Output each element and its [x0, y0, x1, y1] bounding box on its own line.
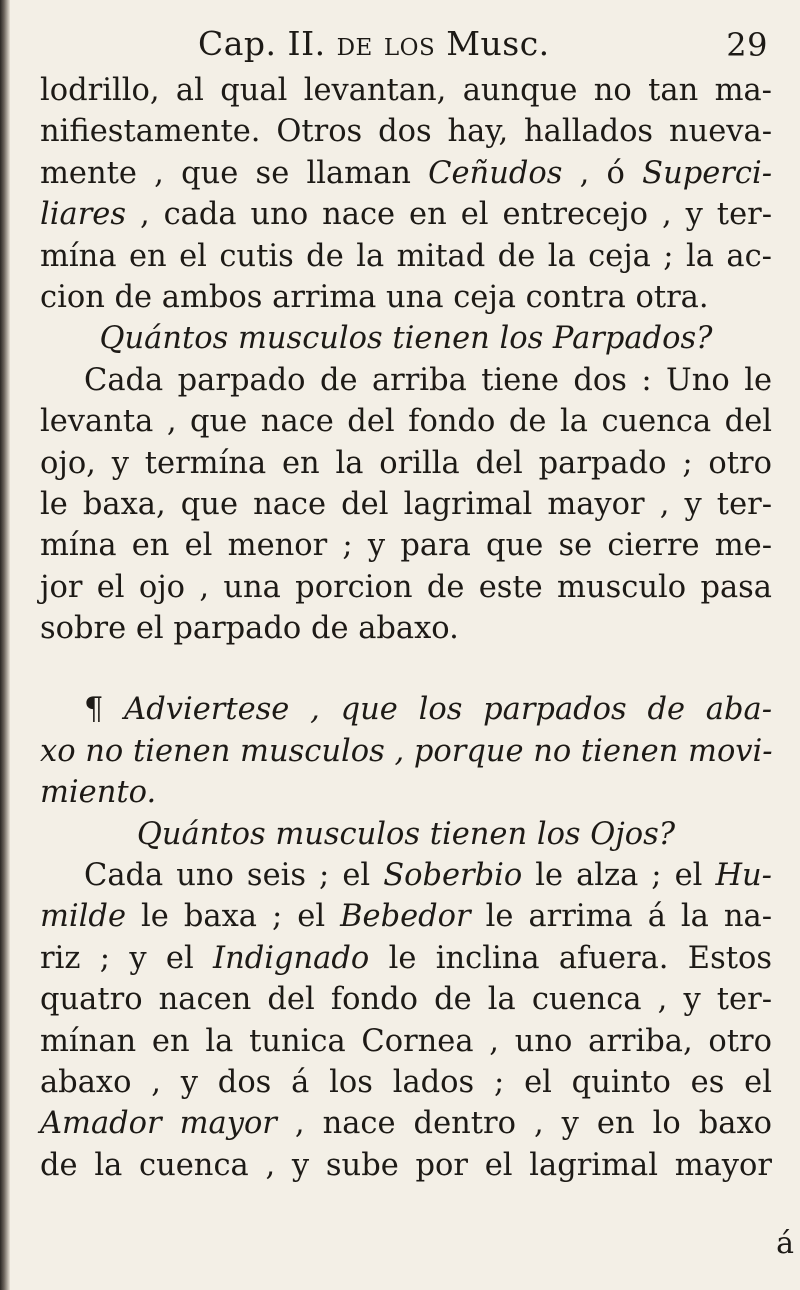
paragraph-cenudos	[40, 70, 772, 318]
text-line	[40, 194, 772, 235]
catchword: á	[776, 1226, 794, 1261]
italic-text: Adviertese , que los parpados de aba-	[103, 692, 772, 728]
text-span: riz ; y el	[40, 940, 214, 976]
pilcrow-icon: ¶	[84, 692, 104, 728]
text-line: abaxo , y dos á los lados ; el quinto es el	[40, 1064, 772, 1100]
text-line	[40, 689, 772, 730]
running-head-los: los	[383, 24, 436, 63]
note-paragraph	[40, 689, 772, 813]
text-line: ojo, y termína en la orilla del parpado ; otro	[40, 445, 772, 481]
paragraph-ojos	[40, 855, 772, 1186]
italic-term: liares	[40, 197, 126, 233]
running-head-de: de	[336, 24, 373, 63]
text-span: Cada uno seis ; el	[84, 858, 384, 894]
text-span: le baxa ; el	[126, 899, 341, 935]
text-span: le inclina afuera. Estos	[369, 940, 772, 976]
text-line: jor el ojo , una porcion de este musculo pasa	[40, 569, 772, 605]
text-line: levanta , que nace del fondo de la cuenca del	[40, 404, 772, 440]
text-span: , ó	[562, 155, 643, 191]
italic-term: Hu-	[715, 858, 772, 894]
text-line	[40, 153, 772, 194]
page-number: 29	[726, 26, 768, 64]
text-line	[40, 938, 772, 979]
text-line: Cada parpado de arriba tiene dos : Uno le	[84, 362, 772, 398]
text-line: mína en el cutis de la mitad de la ceja ; la ac-	[40, 238, 772, 274]
text-line: nifiestamente. Otros dos hay, hallados nueva-	[40, 114, 772, 150]
text-line: lodrillo, al qual levantan, aunque no tan ma-	[40, 73, 772, 108]
text-line: mína en el menor ; y para que se cierre me-	[40, 528, 772, 564]
text-line: miento.	[40, 775, 157, 811]
italic-term: Bebedor	[340, 899, 471, 935]
text-line: cion de ambos arrima una ceja contra otra.	[40, 279, 709, 315]
italic-term: Superci-	[642, 155, 773, 191]
italic-term: milde	[40, 899, 127, 935]
text-line: mínan en la tunica Cornea , uno arriba, otro	[40, 1023, 772, 1059]
text-span: mente , que se llaman	[40, 155, 429, 191]
page-edge-shadow	[0, 0, 10, 1290]
text-span: le arrima á la na-	[470, 899, 772, 935]
italic-term: Ceñudos	[428, 155, 563, 191]
text-span: le alza ; el	[522, 858, 716, 894]
text-line: de la cuenca , y sube por el lagrimal mayor	[40, 1147, 772, 1183]
running-head-chapter: Cap. II.	[198, 24, 326, 63]
text-line: xo no tienen musculos , porque no tienen movi-	[40, 733, 773, 769]
italic-term: Soberbio	[383, 858, 523, 894]
running-head-musc: Musc.	[446, 24, 550, 63]
question-ojos: Quántos musculos tienen los Ojos?	[136, 816, 676, 852]
text-line: quatro nacen del fondo de la cuenca , y ter-	[40, 982, 772, 1018]
text-span: , nace dentro , y en lo baxo	[276, 1106, 773, 1142]
text-span: , cada uno nace en el entrecejo , y ter-	[125, 197, 772, 233]
text-line	[40, 855, 772, 896]
question-parpados: Quántos musculos tienen los Parpados?	[99, 321, 713, 357]
italic-term: Amador mayor	[40, 1106, 277, 1142]
text-line: le baxa, que nace del lagrimal mayor , y ter-	[40, 486, 772, 522]
book-page	[40, 18, 772, 1186]
text-line: sobre el parpado de abaxo.	[40, 611, 459, 647]
paragraph-parpados	[40, 360, 772, 650]
page-header	[40, 18, 772, 70]
italic-term: Indignado	[213, 940, 370, 976]
text-line	[40, 1103, 772, 1144]
text-line	[40, 896, 772, 937]
running-head	[198, 24, 550, 63]
